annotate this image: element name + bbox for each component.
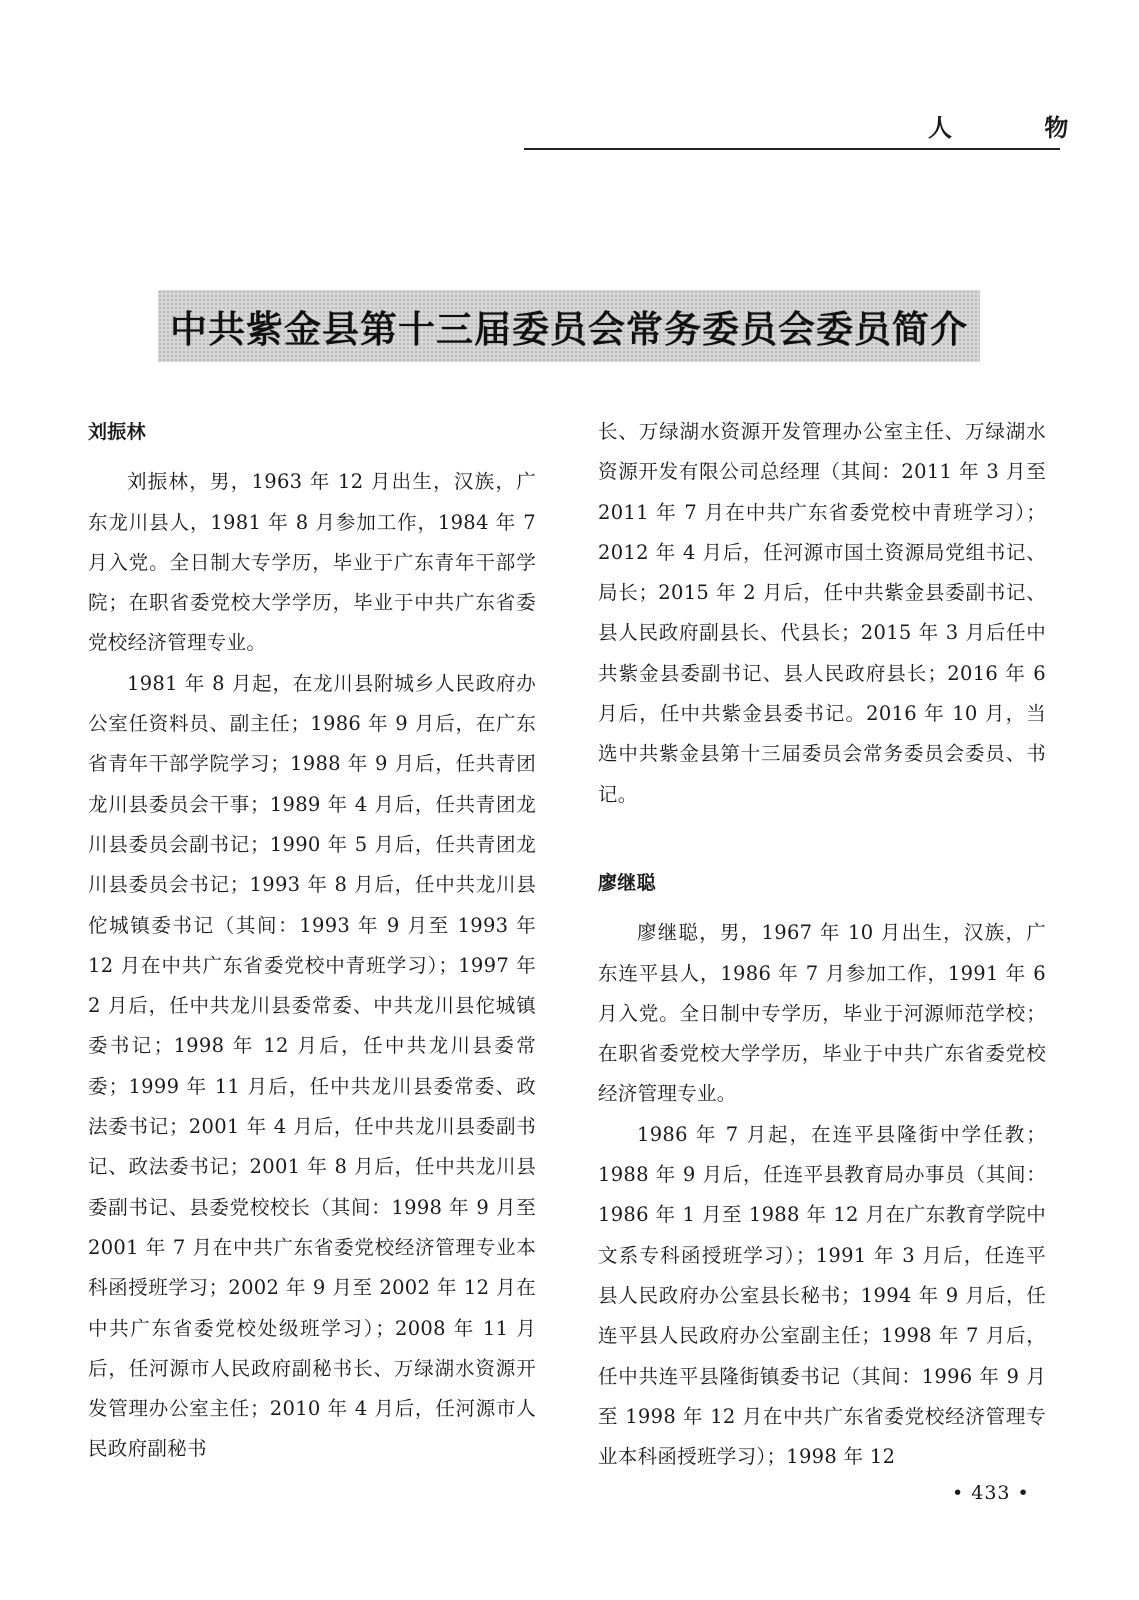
left-column (88, 412, 536, 1470)
header-rule (524, 148, 1060, 150)
page-number: • 433 • (952, 1482, 1030, 1504)
career-paragraph: 1981 年 8 月起，在龙川县附城乡人民政府办公室任资料员、副主任；1986 年 9 月后，在广东省青年干部学院学习；1988 年 9 月后，任共青团龙川县委员会干事；1989 年 4 月后，任共青团龙川县委员会副书记；1990 年 5 月后，任共青团龙川县委员会书记；1993 年 8 月后，任中共龙川县佗城镇委书记（其间：1993 年 9 月至 1993 年 12 月在中共广东省委党校中青班学习）；1997 年 2 月后，任中共龙川县委常委、中共龙川县佗城镇委书记；1998 年 12 月后，任中共龙川县委常委；1999 年 11 月后，任中共龙川县委常委、政法委书记；2001 年 4 月后，任中共龙川县委副书记、政法委书记；2001 年 8 月后，任中共龙川县委副书记、县委党校校长（其间：1998 年 9 月至 2001 年 7 月在中共广东省委党校经济管理专业本科函授班学习；2002 年 9 月至 2002 年 12 月在中共广东省委党校处级班学习）；2008 年 11 月后，任河源市人民政府副秘书长、万绿湖水资源开发管理办公室主任；2010 年 4 月后，任河源市人民政府副秘书 (88, 671, 536, 1461)
title-banner (158, 290, 980, 362)
career-paragraph: 1986 年 7 月起，在连平县隆街中学任教；1988 年 9 月后，任连平县教育局办事员（其间：1986 年 1 月至 1988 年 12 月在广东教育学院中文系专科函授班学习）；1991 年 3 月后，任连平县人民政府办公室县长秘书；1994 年 9 月后，任连平县人民政府办公室副主任；1998 年 7 月后，任中共连平县隆街镇委书记（其间：1996 年 9 月至 1998 年 12 月在中共广东省委党校经济管理专业本科函授班学习）；1998 年 12 (598, 1122, 1046, 1469)
person-name: 廖继聪 (598, 871, 656, 894)
career-paragraph-continued: 长、万绿湖水资源开发管理办公室主任、万绿湖水资源开发有限公司总经理（其间：2011 年 3 月至 2011 年 7 月在中共广东省委党校中青班学习）；2012 年 4 月后，任河源市国土资源局党组书记、局长；2015 年 2 月后，任中共紫金县委副书记、县人民政府副县长、代县长；2015 年 3 月后任中共紫金县委副书记、县人民政府县长；2016 年 6 月后，任中共紫金县委书记。2016 年 10 月，当选中共紫金县第十三届委员会常务委员会委员、书记。 (598, 420, 1046, 806)
section-label: 人 物 (928, 113, 1111, 142)
bio-paragraph: 廖继聪，男，1967 年 10 月出生，汉族，广东连平县人，1986 年 7 月参加工作，1991 年 6 月入党。全日制中专学历，毕业于河源师范学校；在职省委党校大学学历，毕业于中共广东省委党校经济管理专业。 (598, 921, 1046, 1106)
bio-paragraph: 刘振林，男，1963 年 12 月出生，汉族，广东龙川县人，1981 年 8 月参加工作，1984 年 7 月入党。全日制大专学历，毕业于广东青年干部学院；在职省委党校大学学历，毕业于中共广东省委党校经济管理专业。 (88, 470, 536, 655)
person-name: 刘振林 (88, 421, 146, 443)
page-title: 中共紫金县第十三届委员会常务委员会委员简介 (170, 308, 968, 351)
right-column (598, 412, 1046, 1477)
